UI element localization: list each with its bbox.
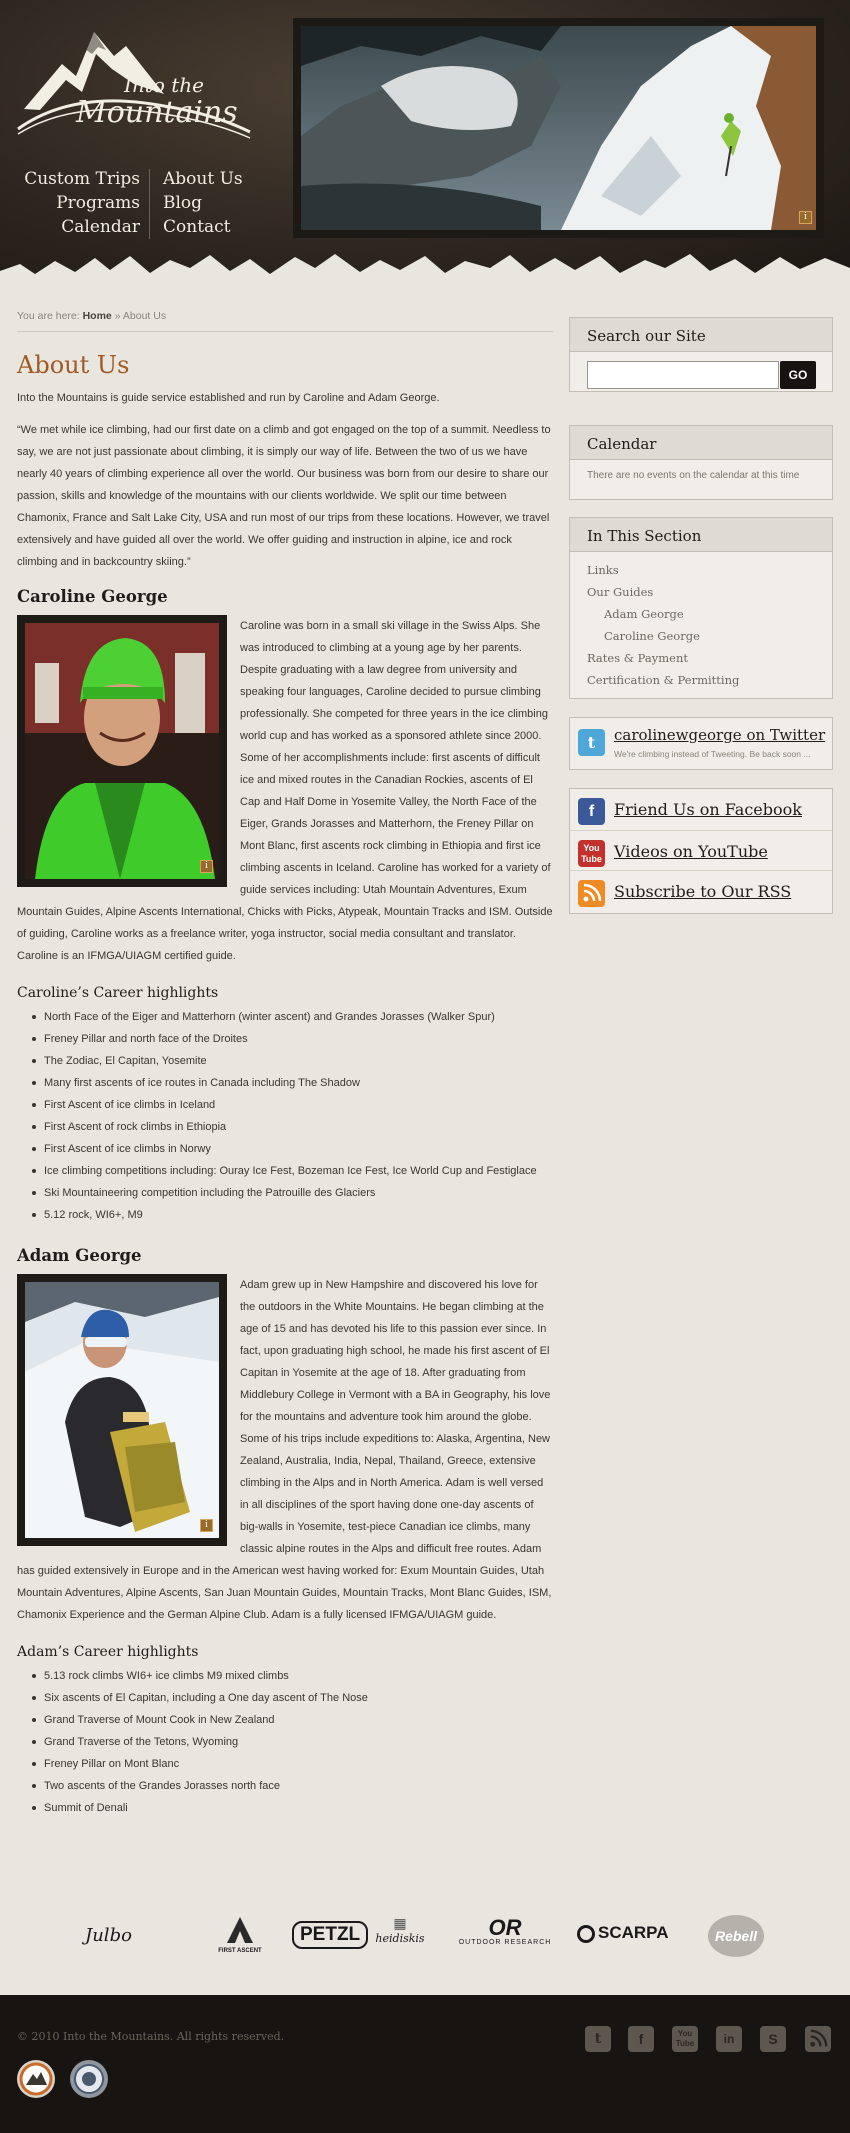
list-item: North Face of the Eiger and Matterhorn (winter ascent) and Grandes Jorasses (Walker Spur): [44, 1006, 553, 1028]
list-item: Grand Traverse of Mount Cook in New Zealand: [44, 1709, 553, 1731]
caroline-section: [17, 615, 553, 967]
search-go-button[interactable]: GO: [780, 361, 816, 389]
hero-photo-frame: [293, 18, 824, 238]
nav-custom-trips[interactable]: Custom Trips: [24, 169, 140, 189]
adam-section: [17, 1274, 553, 1626]
association-badge-icon[interactable]: [70, 2060, 108, 2098]
sponsor-first-ascent[interactable]: [215, 1915, 265, 1954]
list-item: Freney Pillar on Mont Blanc: [44, 1753, 553, 1775]
youtube-row[interactable]: [570, 831, 832, 871]
list-item: Summit of Denali: [44, 1797, 553, 1819]
caroline-photo: [25, 623, 219, 879]
mountains-logo-graphic: [14, 14, 259, 144]
sponsor-logos: [0, 1915, 850, 1975]
list-item: First Ascent of rock climbs in Ethiopia: [44, 1116, 553, 1138]
info-icon[interactable]: i: [200, 1519, 213, 1532]
site-logo[interactable]: [14, 14, 259, 144]
nav-blog[interactable]: Blog: [163, 193, 203, 213]
twitter-status: We're climbing instead of Tweeting. Be back soon ...: [614, 749, 811, 759]
info-icon[interactable]: i: [799, 211, 812, 224]
youtube-icon[interactable]: You Tube: [672, 2026, 698, 2052]
search-input[interactable]: [587, 361, 779, 389]
nav-contact[interactable]: Contact: [163, 217, 231, 237]
rss-icon[interactable]: [805, 2026, 831, 2052]
section-link-adam-george[interactable]: Adam George: [604, 607, 684, 621]
outdoor-research-label: OUTDOOR RESEARCH: [458, 1939, 552, 1946]
calendar-empty-message: There are no events on the calendar at this time: [587, 470, 800, 481]
adam-bio: Adam grew up in New Hampshire and discovered his love for the outdoors in the White Mountains. He began climbing at the age of 15 and has devoted his life to this passion ever since. In fact, upon graduating high school, he made his first ascent of El Capitan in Yosemite at the age of 18. After graduating from Middlebury College in Vermont with a BA in Geography, his love for the mountains and adventure took him around the globe. Some of his trips include expeditions to: Alaska, Argentina, New Zealand, Australia, India, Nepal, Thailand, Greece, extensive climbing in the Alps and in North America. Adam is well versed in all disciplines of the sport having done one-day ascents of big-walls in Yosemite, test-piece Canadian ice climbs, many classic alpine routes in the Alps and difficult free routes. Adam has guided extensively in Europe and in the American west having worked for: Exum Mountain Guides, Utah Mountain Adventures, Alpine Ascents, San Juan Mountain Guides, Mountain Tracks, Mont Blanc Guides, ISM, Chamonix Experience and the German Alpine Club. Adam is a fully licensed IFMGA/UIAGM guide.: [17, 1279, 552, 1621]
rss-icon: [578, 880, 605, 907]
sponsor-petzl[interactable]: PETZL: [292, 1921, 368, 1949]
adam-photo: [25, 1282, 219, 1538]
scarpa-label: SCARPA: [598, 1923, 669, 1942]
adam-highlights-list: [17, 1665, 553, 1819]
first-ascent-logo-icon: [225, 1915, 255, 1945]
adam-highlights-heading: Adam’s Career highlights: [17, 1644, 199, 1660]
list-item: Ski Mountaineering competition including the Patrouille des Glaciers: [44, 1182, 553, 1204]
sponsor-outdoor-research[interactable]: [455, 1917, 555, 1946]
youtube-icon: You Tube: [578, 840, 605, 867]
linkedin-icon[interactable]: in: [716, 2026, 742, 2052]
calendar-widget: [569, 425, 833, 500]
rss-row[interactable]: [570, 871, 832, 911]
nav-programs[interactable]: Programs: [56, 193, 140, 213]
section-link-links[interactable]: Links: [587, 563, 619, 577]
facebook-icon: f: [578, 798, 605, 825]
breadcrumb: [17, 310, 553, 331]
breadcrumb-prefix: You are here:: [17, 310, 83, 322]
site-header: [0, 0, 850, 292]
section-nav-title: In This Section: [570, 518, 832, 552]
twitter-icon: t: [578, 729, 605, 756]
rss-link[interactable]: Subscribe to Our RSS: [614, 882, 792, 901]
twitter-widget: [569, 717, 833, 770]
facebook-row[interactable]: [570, 789, 832, 831]
section-nav-widget: [569, 517, 833, 699]
social-links-widget: [569, 788, 833, 914]
copyright-text: © 2010 Into the Mountains. All rights reserved.: [17, 2030, 285, 2043]
info-icon[interactable]: i: [200, 860, 213, 873]
caroline-highlights-heading: Caroline’s Career highlights: [17, 985, 219, 1001]
breadcrumb-current: About Us: [122, 310, 167, 322]
twitter-handle-link[interactable]: carolinewgeorge on Twitter: [614, 726, 826, 744]
list-item: Freney Pillar and north face of the Droites: [44, 1028, 553, 1050]
breadcrumb-divider: [17, 331, 553, 332]
section-link-our-guides[interactable]: Our Guides: [587, 585, 654, 599]
list-item: 5.12 rock, WI6+, M9: [44, 1204, 553, 1226]
breadcrumb-home[interactable]: Home: [82, 310, 112, 322]
site-footer: [0, 1995, 850, 2133]
nav-calendar[interactable]: Calendar: [61, 217, 140, 237]
nav-left-column: [0, 167, 140, 239]
caroline-heading: Caroline George: [17, 587, 168, 606]
calendar-widget-title: Calendar: [570, 426, 832, 460]
section-link-certification[interactable]: Certification & Permitting: [587, 673, 740, 687]
intro-text: Into the Mountains is guide service established and run by Caroline and Adam George.: [17, 392, 440, 404]
adam-photo-frame: [17, 1274, 227, 1546]
hero-photo: [301, 26, 816, 230]
sponsor-heidiskis[interactable]: [375, 1915, 425, 1945]
heidiskis-label: heidiskis: [375, 1932, 425, 1945]
list-item: First Ascent of ice climbs in Iceland: [44, 1094, 553, 1116]
first-ascent-label: FIRST ASCENT: [218, 1948, 262, 1954]
main-content: [17, 310, 553, 1819]
youtube-link[interactable]: Videos on YouTube: [614, 842, 768, 861]
certification-badge-icon[interactable]: [17, 2060, 55, 2098]
list-item: Six ascents of El Capitan, including a One day ascent of The Nose: [44, 1687, 553, 1709]
outdoor-research-mark: OR: [488, 1915, 522, 1940]
torn-edge-divider: [0, 246, 850, 296]
page-title: About Us: [17, 351, 130, 379]
search-widget-title: Search our Site: [570, 318, 832, 352]
list-item: 5.13 rock climbs WI6+ ice climbs M9 mixed climbs: [44, 1665, 553, 1687]
nav-divider: [149, 169, 150, 239]
quote-text: “We met while ice climbing, had our first date on a climb and got engaged on the top of a summit. Needless to say, we are not just passionate about climbing, it is simply our way of life. Between the two of us we have nearly 40 years of climbing experience all over the world. Our business was born from our desire to share our passion, skills and knowledge of the mountains with our clients worldwide. We split our time between Chamonix, France and Salt Lake City, USA and run most of our trips from these locations. However, we travel extensively and have guided all over the world. We offer guiding and instruction in alpine, ice and rock climbing and in backcountry skiing.”: [17, 424, 551, 568]
list-item: Many first ascents of ice routes in Canada including The Shadow: [44, 1072, 553, 1094]
list-item: The Zodiac, El Capitan, Yosemite: [44, 1050, 553, 1072]
skype-icon[interactable]: S: [760, 2026, 786, 2052]
section-link-rates-payment[interactable]: Rates & Payment: [587, 651, 688, 665]
sponsor-julbo[interactable]: Julbo: [85, 1925, 132, 1946]
logo-line2: Mountains: [76, 95, 238, 130]
list-item: Grand Traverse of the Tetons, Wyoming: [44, 1731, 553, 1753]
logo-line1: Into the: [124, 73, 204, 97]
breadcrumb-separator: »: [111, 310, 123, 322]
section-link-caroline-george[interactable]: Caroline George: [604, 629, 700, 643]
adam-heading: Adam George: [17, 1246, 142, 1265]
facebook-link[interactable]: Friend Us on Facebook: [614, 800, 802, 819]
nav-about-us[interactable]: About Us: [163, 169, 243, 189]
nav-right-column: [163, 167, 243, 239]
heidiskis-logo-icon: ▦: [393, 1915, 407, 1931]
twitter-icon[interactable]: t: [585, 2026, 611, 2052]
sponsor-scarpa[interactable]: [577, 1923, 669, 1943]
caroline-highlights-list: [17, 1006, 553, 1226]
caroline-bio: Caroline was born in a small ski village in the Swiss Alps. She was introduced to climbing at a young age by her parents. Despite graduating with a law degree from university and speaking four languages, Caroline decided to pursue climbing professionally. She competed for three years in the ice climbing world cup and has worked as a sponsored athlete since 2000. Some of her accomplishments include: first ascents of difficult ice and mixed routes in the Canadian Rockies, ascents of El Cap and Half Dome in Yosemite Valley, the North Face of the Eiger, Grands Jorasses and Matterhorn, the Freney Pillar on Mont Blanc, first ascents rock climbing in Ethiopia and first ice climbing ascents in Iceland. Caroline has worked for a variety of guide services including: Utah Mountain Adventures, Exum Mountain Guides, Alpine Ascents International, Chicks with Picks, Atypeak, Mountain Tracks and ISM. Outside of guiding, Caroline works as a freelance writer, yoga instructor, social media consultant and translator. Caroline is an IFMGA/UIAGM certified guide.: [17, 620, 553, 962]
scarpa-logo-icon: [577, 1925, 595, 1943]
list-item: First Ascent of ice climbs in Norwy: [44, 1138, 553, 1160]
caroline-photo-frame: [17, 615, 227, 887]
list-item: Two ascents of the Grandes Jorasses north face: [44, 1775, 553, 1797]
sponsor-rebell[interactable]: Rebell: [708, 1915, 764, 1957]
search-widget: [569, 317, 833, 392]
list-item: Ice climbing competitions including: Ouray Ice Fest, Bozeman Ice Fest, Ice World Cup and Festiglace: [44, 1160, 553, 1182]
facebook-icon[interactable]: f: [628, 2026, 654, 2052]
section-nav-list: [570, 552, 832, 691]
